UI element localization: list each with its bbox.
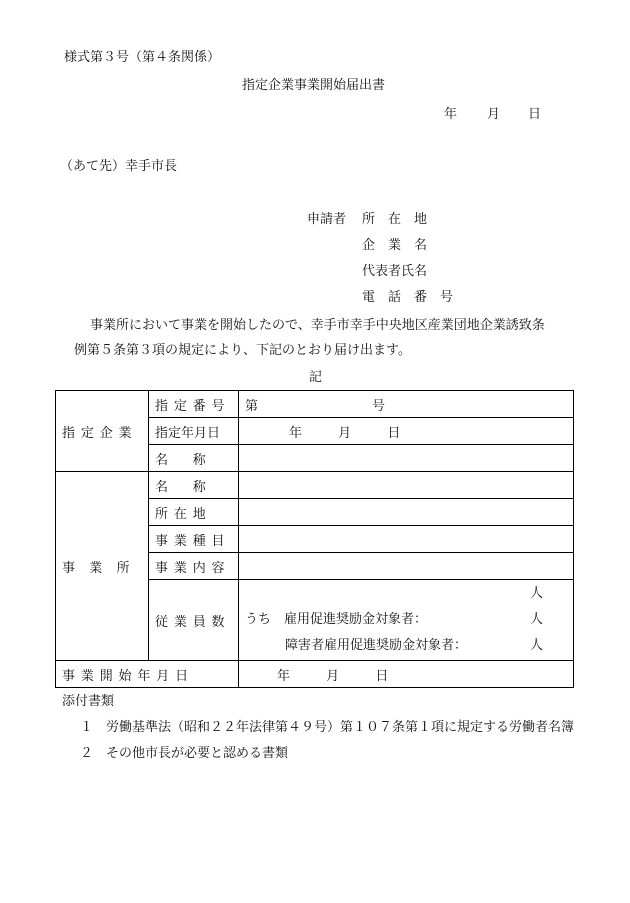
form-number: 様式第３号（第４条関係） <box>64 50 221 65</box>
applicant-representative: 代表者氏名 <box>362 264 428 279</box>
applicant-phone: 電 話 番 号 <box>362 290 454 305</box>
applicant-label: 申請者 <box>307 212 347 227</box>
applicant-company: 企 業 名 <box>362 238 428 253</box>
designated-date-cell <box>239 418 574 445</box>
date-day: 日 <box>528 107 542 122</box>
business-type-value <box>239 526 574 553</box>
start-date-label: 事業開始年月日 <box>56 661 239 688</box>
designated-name-label: 名 称 <box>149 445 239 472</box>
designated-date-label: 指定年月日 <box>149 418 239 445</box>
start-date-year: 年 <box>277 668 291 684</box>
start-date-day: 日 <box>375 668 389 684</box>
office-location-label: 所在地 <box>149 499 239 526</box>
attachment-item-2: ２ その他市長が必要と認める書類 <box>80 746 289 761</box>
employee-sub1-label: うち 雇用促進奨励金対象者： <box>245 612 428 627</box>
attachments-header: 添付書類 <box>62 694 115 709</box>
designated-number-suffix: 号 <box>371 398 385 414</box>
designated-number-label: 指定番号 <box>149 391 239 418</box>
employee-count-label: 従業員数 <box>149 580 239 661</box>
start-date-cell <box>239 661 574 688</box>
body-line-1: 事業所において事業を開始したので、幸手市幸手中央地区産業団地企業誘致条 <box>90 318 545 333</box>
employee-sub2-unit: 人 <box>529 638 543 653</box>
office-name-label: 名 称 <box>149 472 239 499</box>
addressee: （あて先）幸手市長 <box>60 159 178 174</box>
business-content-value <box>239 553 574 580</box>
employee-count-cell <box>239 580 574 661</box>
applicant-location: 所 在 地 <box>362 212 428 227</box>
designated-date-day: 日 <box>387 425 401 441</box>
ki-mark: 記 <box>309 370 323 385</box>
business-type-label: 事業種目 <box>149 526 239 553</box>
date-month: 月 <box>487 107 501 122</box>
notification-table <box>55 390 574 688</box>
start-date-month: 月 <box>326 668 340 684</box>
designated-number-cell <box>239 391 574 418</box>
office-location-value <box>239 499 574 526</box>
employee-sub1-unit: 人 <box>529 612 543 627</box>
designated-name-value <box>239 445 574 472</box>
designated-number-prefix: 第 <box>245 398 259 414</box>
document-title: 指定企業事業開始届出書 <box>242 78 386 93</box>
designated-date-month: 月 <box>338 425 352 441</box>
date-year: 年 <box>444 107 458 122</box>
employee-total-unit: 人 <box>529 586 543 601</box>
body-line-2: 例第５条第３項の規定により、下記のとおり届け出ます。 <box>74 343 411 358</box>
office-heading: 事業所 <box>56 472 149 661</box>
office-name-value <box>239 472 574 499</box>
designated-company-heading: 指定企業 <box>56 391 149 472</box>
attachment-item-1: １ 労働基準法（昭和２２年法律第４９号）第１０７条第１項に規定する労働者名簿 <box>80 720 575 735</box>
employee-sub2-label: 障害者雇用促進奨励金対象者： <box>285 638 468 653</box>
designated-date-year: 年 <box>289 425 303 441</box>
business-content-label: 事業内容 <box>149 553 239 580</box>
